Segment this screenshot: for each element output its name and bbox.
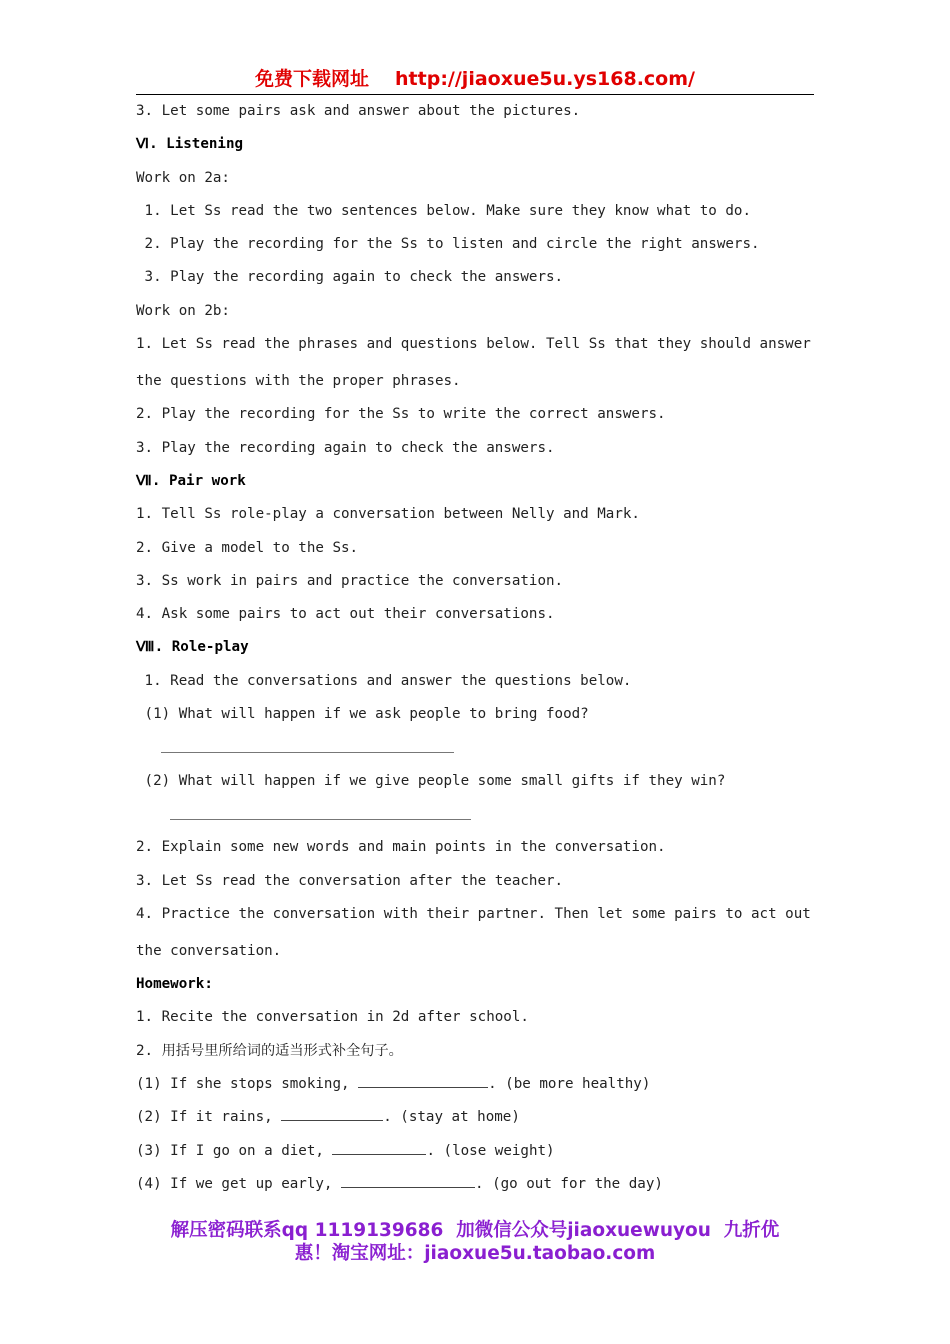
text-line: 2. Play the recording for the Ss to listen and circle the right answers. — [136, 236, 760, 252]
exercise-1-hint: . (be more healthy) — [488, 1076, 651, 1092]
exercise-2-prompt: (2) If it rains, — [136, 1109, 282, 1125]
text-line: the questions with the proper phrases. — [136, 373, 461, 389]
exercise-1-blank — [358, 1075, 488, 1088]
text-line: 3. Play the recording again to check the answers. — [136, 269, 564, 285]
text-line: 2. Explain some new words and main points in the conversation. — [136, 839, 666, 855]
exercise-4-prompt: (4) If we get up early, — [136, 1176, 341, 1192]
section-heading-role-play: Ⅷ. Role-play — [136, 639, 249, 655]
text-line: 1. Recite the conversation in 2d after school. — [136, 1009, 529, 1025]
text-line: 1. Let Ss read the two sentences below. Make sure they know what to do. — [136, 203, 751, 219]
text-line: Work on 2a: — [136, 170, 230, 186]
answer-line-1 — [161, 752, 454, 753]
header-url[interactable]: http://jiaoxue5u.ys168.com/ — [395, 68, 695, 90]
text-line: 4. Ask some pairs to act out their conversations. — [136, 606, 555, 622]
section-heading-pair-work: Ⅶ. Pair work — [136, 473, 246, 489]
text-line: 2. Give a model to the Ss. — [136, 540, 359, 556]
page-header — [136, 66, 814, 95]
exercise-4-hint: . (go out for the day) — [475, 1176, 663, 1192]
text-line: Work on 2b: — [136, 303, 230, 319]
footer-line-1: 解压密码联系qq 1119139686 加微信公众号jiaoxuewuyou 九折优 — [170, 1220, 780, 1241]
exercise-4-blank — [341, 1175, 475, 1188]
text-line: 3. Ss work in pairs and practice the conversation. — [136, 573, 564, 589]
text-line: 2. Play the recording for the Ss to write the correct answers. — [136, 406, 666, 422]
exercise-3-prompt: (3) If I go on a diet, — [136, 1143, 333, 1159]
text-line: 1. Read the conversations and answer the questions below. — [136, 673, 632, 689]
footer-line-2: 惠！淘宝网址：jiaoxue5u.taobao.com — [294, 1243, 656, 1264]
text-line: 3. Let Ss read the conversation after the teacher. — [136, 873, 564, 889]
exercise-2-hint: . (stay at home) — [383, 1109, 520, 1125]
question-2: (2) What will happen if we give people some small gifts if they win? — [136, 773, 726, 789]
exercise-2-blank — [281, 1108, 383, 1121]
exercise-3 — [136, 1142, 555, 1160]
text-line: 1. Let Ss read the phrases and questions below. Tell Ss that they should answer — [136, 336, 811, 352]
text-line: 3. Let some pairs ask and answer about the pictures. — [136, 103, 581, 119]
exercise-1 — [136, 1075, 650, 1093]
exercise-2 — [136, 1108, 520, 1126]
text-line: the conversation. — [136, 943, 282, 959]
answer-line-2 — [170, 819, 471, 820]
section-heading-listening: Ⅵ. Listening — [136, 136, 244, 152]
exercise-1-prompt: (1) If she stops smoking, — [136, 1076, 359, 1092]
homework-heading: Homework: — [136, 976, 213, 992]
text-line: 2. 用括号里所给词的适当形式补全句子。 — [136, 1043, 403, 1059]
text-line: 4. Practice the conversation with their partner. Then let some pairs to act out — [136, 906, 811, 922]
exercise-4 — [136, 1175, 663, 1193]
header-label: 免费下载网址 — [255, 68, 370, 90]
exercise-3-hint: . (lose weight) — [426, 1143, 555, 1159]
question-1: (1) What will happen if we ask people to bring food? — [136, 706, 589, 722]
text-line: 3. Play the recording again to check the answers. — [136, 440, 555, 456]
exercise-3-blank — [332, 1142, 426, 1155]
text-line: 1. Tell Ss role-play a conversation between Nelly and Mark. — [136, 506, 640, 522]
